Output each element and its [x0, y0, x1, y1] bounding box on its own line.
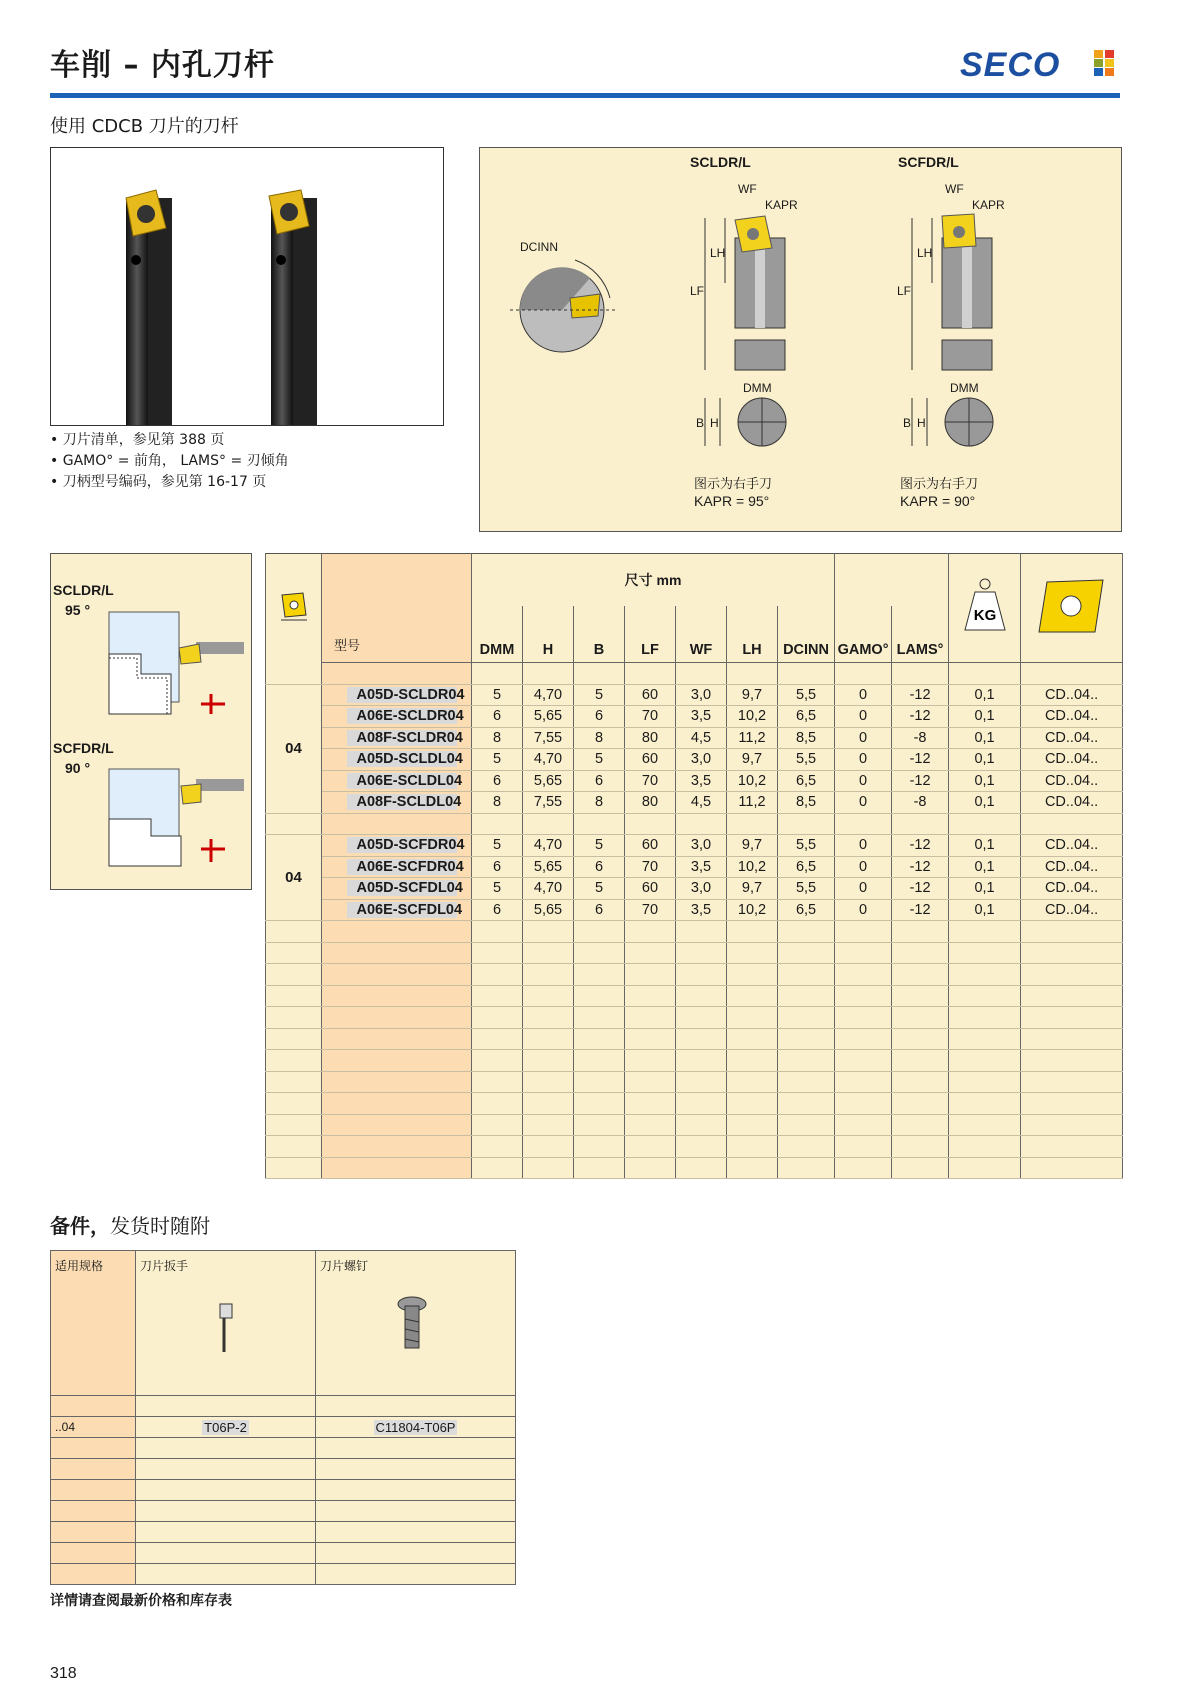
cell-wf: 4,5 [676, 792, 727, 814]
cell-dcinn: 6,5 [778, 706, 835, 728]
label-h: H [710, 416, 719, 430]
cell-dmm: 5 [472, 878, 523, 900]
col-header: DCINN [778, 606, 835, 663]
acc-header-screw [316, 1251, 516, 1396]
screw-icon [320, 1274, 510, 1374]
model-code-cell [322, 878, 472, 900]
table-row [266, 1028, 1123, 1050]
acc-screw-value: C11804-T06P [375, 1419, 456, 1435]
cell-dcinn: 5,5 [778, 878, 835, 900]
cell-lams: -12 [892, 749, 949, 771]
note-item: • GAMO° = 前角， LAMS° = 刃倾角 [50, 451, 289, 472]
label-lf: LF [690, 284, 705, 298]
acc-key-cell [136, 1417, 316, 1438]
table-row [266, 1071, 1123, 1093]
cell-kg: 0,1 [949, 684, 1021, 706]
cell-kg: 0,1 [949, 856, 1021, 878]
cell-b: 6 [574, 770, 625, 792]
cell-wf: 3,0 [676, 835, 727, 857]
cell-h: 4,70 [523, 878, 574, 900]
cell-wf: 4,5 [676, 727, 727, 749]
insert-size-cell: 04 [266, 684, 322, 813]
label-lf: LF [897, 284, 912, 298]
cell-dmm: 8 [472, 727, 523, 749]
cell-h: 4,70 [523, 684, 574, 706]
model-code: A05D-SCFDR04 [347, 837, 457, 853]
label-wf: WF [945, 182, 964, 196]
cell-gamo: 0 [835, 899, 892, 921]
cell-h: 4,70 [523, 835, 574, 857]
model-code-cell [322, 684, 472, 706]
cell-lams: -12 [892, 706, 949, 728]
header-rule [50, 93, 1120, 98]
note-item: • 刀柄型号编码，参见第 16-17 页 [50, 472, 289, 493]
weight-label: KG [973, 607, 996, 624]
cell-wf: 3,5 [676, 856, 727, 878]
table-row [266, 684, 1123, 706]
cell-lams: -12 [892, 878, 949, 900]
acc-key-value: T06P-2 [204, 1419, 247, 1435]
cell-h: 5,65 [523, 770, 574, 792]
insert-shape-icon [277, 589, 311, 623]
diagram-title-scldr: SCLDR/L [690, 154, 751, 170]
label-lh: LH [917, 246, 933, 260]
model-code-cell [322, 835, 472, 857]
table-row [266, 921, 1123, 943]
label-dcinn: DCINN [520, 240, 558, 254]
cell-insert: CD..04.. [1021, 706, 1123, 728]
col-header: H [523, 606, 574, 663]
cell-dcinn: 5,5 [778, 749, 835, 771]
cell-gamo: 0 [835, 835, 892, 857]
table-row [266, 1093, 1123, 1115]
model-code-cell [322, 727, 472, 749]
cell-h: 7,55 [523, 792, 574, 814]
cell-b: 6 [574, 856, 625, 878]
cell-insert: CD..04.. [1021, 878, 1123, 900]
cell-kg: 0,1 [949, 878, 1021, 900]
label-h: H [917, 416, 926, 430]
label-dmm: DMM [743, 381, 772, 395]
insert-size-cell: 04 [266, 835, 322, 921]
cell-insert: CD..04.. [1021, 835, 1123, 857]
insert-header [1021, 554, 1123, 663]
cell-h: 7,55 [523, 727, 574, 749]
cell-kg: 0,1 [949, 727, 1021, 749]
approach-angle-panel [50, 553, 252, 890]
cell-h: 5,65 [523, 706, 574, 728]
cell-wf: 3,5 [676, 770, 727, 792]
model-code: A05D-SCLDL04 [347, 751, 457, 767]
cell-b: 8 [574, 792, 625, 814]
cell-kg: 0,1 [949, 749, 1021, 771]
model-code: A06E-SCFDL04 [347, 902, 457, 918]
cell-insert: CD..04.. [1021, 792, 1123, 814]
cell-lh: 9,7 [727, 684, 778, 706]
cell-insert: CD..04.. [1021, 770, 1123, 792]
label-b: B [903, 416, 912, 430]
cell-dcinn: 6,5 [778, 770, 835, 792]
model-code-cell [322, 792, 472, 814]
col-header: B [574, 606, 625, 663]
mini-angle-b: 90 ° [65, 760, 91, 776]
cell-dcinn: 8,5 [778, 727, 835, 749]
kapr-right: KAPR = 90° [900, 493, 976, 509]
cell-lh: 10,2 [727, 899, 778, 921]
table-row [266, 1136, 1123, 1158]
cell-lf: 60 [625, 684, 676, 706]
cell-kg: 0,1 [949, 835, 1021, 857]
cell-insert: CD..04.. [1021, 684, 1123, 706]
cell-gamo: 0 [835, 792, 892, 814]
cell-b: 5 [574, 749, 625, 771]
cell-lf: 60 [625, 878, 676, 900]
cell-kg: 0,1 [949, 706, 1021, 728]
cell-lh: 9,7 [727, 878, 778, 900]
acc-header-screw-label: 刀片螺钉 [320, 1259, 369, 1273]
dimension-diagram [479, 147, 1122, 532]
model-code-cell [322, 749, 472, 771]
cell-dcinn: 6,5 [778, 856, 835, 878]
col-header: WF [676, 606, 727, 663]
model-code: A08F-SCLDR04 [347, 730, 457, 746]
cell-dmm: 5 [472, 684, 523, 706]
label-lh: LH [710, 246, 726, 260]
col-header: LH [727, 606, 778, 663]
cell-wf: 3,0 [676, 684, 727, 706]
insert-yellow-icon [1037, 576, 1107, 636]
weight-icon [963, 576, 1007, 636]
table-row [266, 770, 1123, 792]
cell-lf: 70 [625, 856, 676, 878]
mini-angle-a: 95 ° [65, 602, 91, 618]
label-dmm: DMM [950, 381, 979, 395]
table-row [266, 1157, 1123, 1179]
weight-header [949, 554, 1021, 663]
cell-dcinn: 5,5 [778, 835, 835, 857]
cell-lams: -12 [892, 899, 949, 921]
accessories-title-rest: 发货时随附 [110, 1214, 210, 1238]
cell-lh: 11,2 [727, 727, 778, 749]
table-row [266, 749, 1123, 771]
cell-dmm: 5 [472, 749, 523, 771]
col-header: GAMO° [835, 606, 892, 663]
footnote: 详情请查阅最新价格和库存表 [50, 1593, 232, 1609]
cell-gamo: 0 [835, 878, 892, 900]
accessories-table [50, 1250, 516, 1585]
table-row [266, 813, 1123, 835]
acc-screw-cell [316, 1417, 516, 1438]
cell-insert: CD..04.. [1021, 899, 1123, 921]
cell-gamo: 0 [835, 706, 892, 728]
cell-h: 5,65 [523, 899, 574, 921]
cell-lams: -8 [892, 727, 949, 749]
model-code: A05D-SCLDR04 [347, 687, 457, 703]
col-header: LAMS° [892, 606, 949, 663]
caption-left: 图示为右手刀 [694, 477, 773, 492]
table-row [266, 964, 1123, 986]
table-row [266, 663, 1123, 685]
cell-dmm: 8 [472, 792, 523, 814]
table-row [266, 706, 1123, 728]
model-code-cell [322, 770, 472, 792]
diagram-title-scfdr: SCFDR/L [898, 154, 959, 170]
acc-size: ..04 [51, 1417, 136, 1438]
cell-lh: 10,2 [727, 706, 778, 728]
spec-table [265, 553, 1123, 1179]
cell-insert: CD..04.. [1021, 727, 1123, 749]
cell-lams: -12 [892, 684, 949, 706]
cell-dmm: 6 [472, 770, 523, 792]
caption-right: 图示为右手刀 [900, 477, 979, 492]
cell-b: 8 [574, 727, 625, 749]
table-row [266, 727, 1123, 749]
label-b: B [696, 416, 705, 430]
cell-insert: CD..04.. [1021, 749, 1123, 771]
cell-kg: 0,1 [949, 770, 1021, 792]
model-header: 型号 [322, 554, 472, 663]
spec-table-body [266, 663, 1123, 1179]
cell-b: 5 [574, 878, 625, 900]
cell-lf: 70 [625, 770, 676, 792]
table-row [266, 1114, 1123, 1136]
cell-lh: 9,7 [727, 835, 778, 857]
cell-gamo: 0 [835, 727, 892, 749]
brand-logo-mark-icon [1094, 50, 1114, 76]
mini-name-b: SCFDR/L [53, 740, 114, 756]
table-row [266, 942, 1123, 964]
cell-gamo: 0 [835, 856, 892, 878]
model-code: A06E-SCLDR04 [347, 708, 457, 724]
cell-lf: 80 [625, 727, 676, 749]
cell-dmm: 6 [472, 899, 523, 921]
cell-b: 5 [574, 684, 625, 706]
cell-gamo: 0 [835, 749, 892, 771]
page-title: 车削 – 内孔刀杆 [50, 48, 275, 83]
label-kapr: KAPR [972, 198, 1005, 212]
model-code: A06E-SCLDL04 [347, 773, 457, 789]
acc-header-key [136, 1251, 316, 1396]
product-photo [50, 147, 444, 426]
cell-lh: 9,7 [727, 749, 778, 771]
cell-kg: 0,1 [949, 899, 1021, 921]
cell-lf: 70 [625, 899, 676, 921]
mini-name-a: SCLDR/L [53, 582, 114, 598]
cell-b: 6 [574, 899, 625, 921]
acc-header-key-label: 刀片扳手 [140, 1259, 189, 1273]
cell-wf: 3,5 [676, 706, 727, 728]
table-row [266, 985, 1123, 1007]
label-kapr: KAPR [765, 198, 798, 212]
cell-wf: 3,5 [676, 899, 727, 921]
cell-dmm: 6 [472, 856, 523, 878]
cell-h: 5,65 [523, 856, 574, 878]
table-row [266, 792, 1123, 814]
col-header: DMM [472, 606, 523, 663]
cell-insert: CD..04.. [1021, 856, 1123, 878]
cell-lh: 10,2 [727, 856, 778, 878]
kapr-left: KAPR = 95° [694, 493, 770, 509]
cell-lams: -12 [892, 835, 949, 857]
model-code: A08F-SCLDL04 [347, 794, 457, 810]
cell-lams: -12 [892, 770, 949, 792]
cell-lf: 80 [625, 792, 676, 814]
accessories-title [50, 1210, 210, 1239]
cell-lams: -12 [892, 856, 949, 878]
cell-wf: 3,0 [676, 878, 727, 900]
cell-lh: 10,2 [727, 770, 778, 792]
cell-lf: 70 [625, 706, 676, 728]
accessories-title-bold: 备件， [50, 1214, 110, 1238]
cell-gamo: 0 [835, 770, 892, 792]
label-wf: WF [738, 182, 757, 196]
cell-h: 4,70 [523, 749, 574, 771]
cell-dmm: 6 [472, 706, 523, 728]
table-row [266, 878, 1123, 900]
section-subtitle: 使用 CDCB 刀片的刀杆 [50, 116, 239, 137]
dimensions-header: 尺寸 mm [472, 554, 835, 607]
table-row [266, 856, 1123, 878]
table-row [266, 835, 1123, 857]
col-header: LF [625, 606, 676, 663]
cell-dmm: 5 [472, 835, 523, 857]
page-number: 318 [50, 1665, 77, 1682]
cell-wf: 3,0 [676, 749, 727, 771]
torx-key-icon [140, 1274, 310, 1374]
notes-list [50, 430, 289, 493]
cell-lams: -8 [892, 792, 949, 814]
model-code: A05D-SCFDL04 [347, 880, 457, 896]
model-code: A06E-SCFDR04 [347, 859, 457, 875]
model-code-cell [322, 706, 472, 728]
table-row [266, 1050, 1123, 1072]
cell-dcinn: 6,5 [778, 899, 835, 921]
table-row [266, 1007, 1123, 1029]
cell-kg: 0,1 [949, 792, 1021, 814]
cell-b: 5 [574, 835, 625, 857]
cell-lh: 11,2 [727, 792, 778, 814]
brand-logo: SECO [960, 46, 1061, 84]
cell-b: 6 [574, 706, 625, 728]
insert-size-header [266, 554, 322, 663]
cell-gamo: 0 [835, 684, 892, 706]
cell-lf: 60 [625, 835, 676, 857]
model-code-cell [322, 856, 472, 878]
acc-header-size: 适用规格 [51, 1251, 136, 1396]
cell-dcinn: 8,5 [778, 792, 835, 814]
table-row [266, 899, 1123, 921]
cell-lf: 60 [625, 749, 676, 771]
cell-dcinn: 5,5 [778, 684, 835, 706]
model-code-cell [322, 899, 472, 921]
note-item: • 刀片清单，参见第 388 页 [50, 430, 289, 451]
